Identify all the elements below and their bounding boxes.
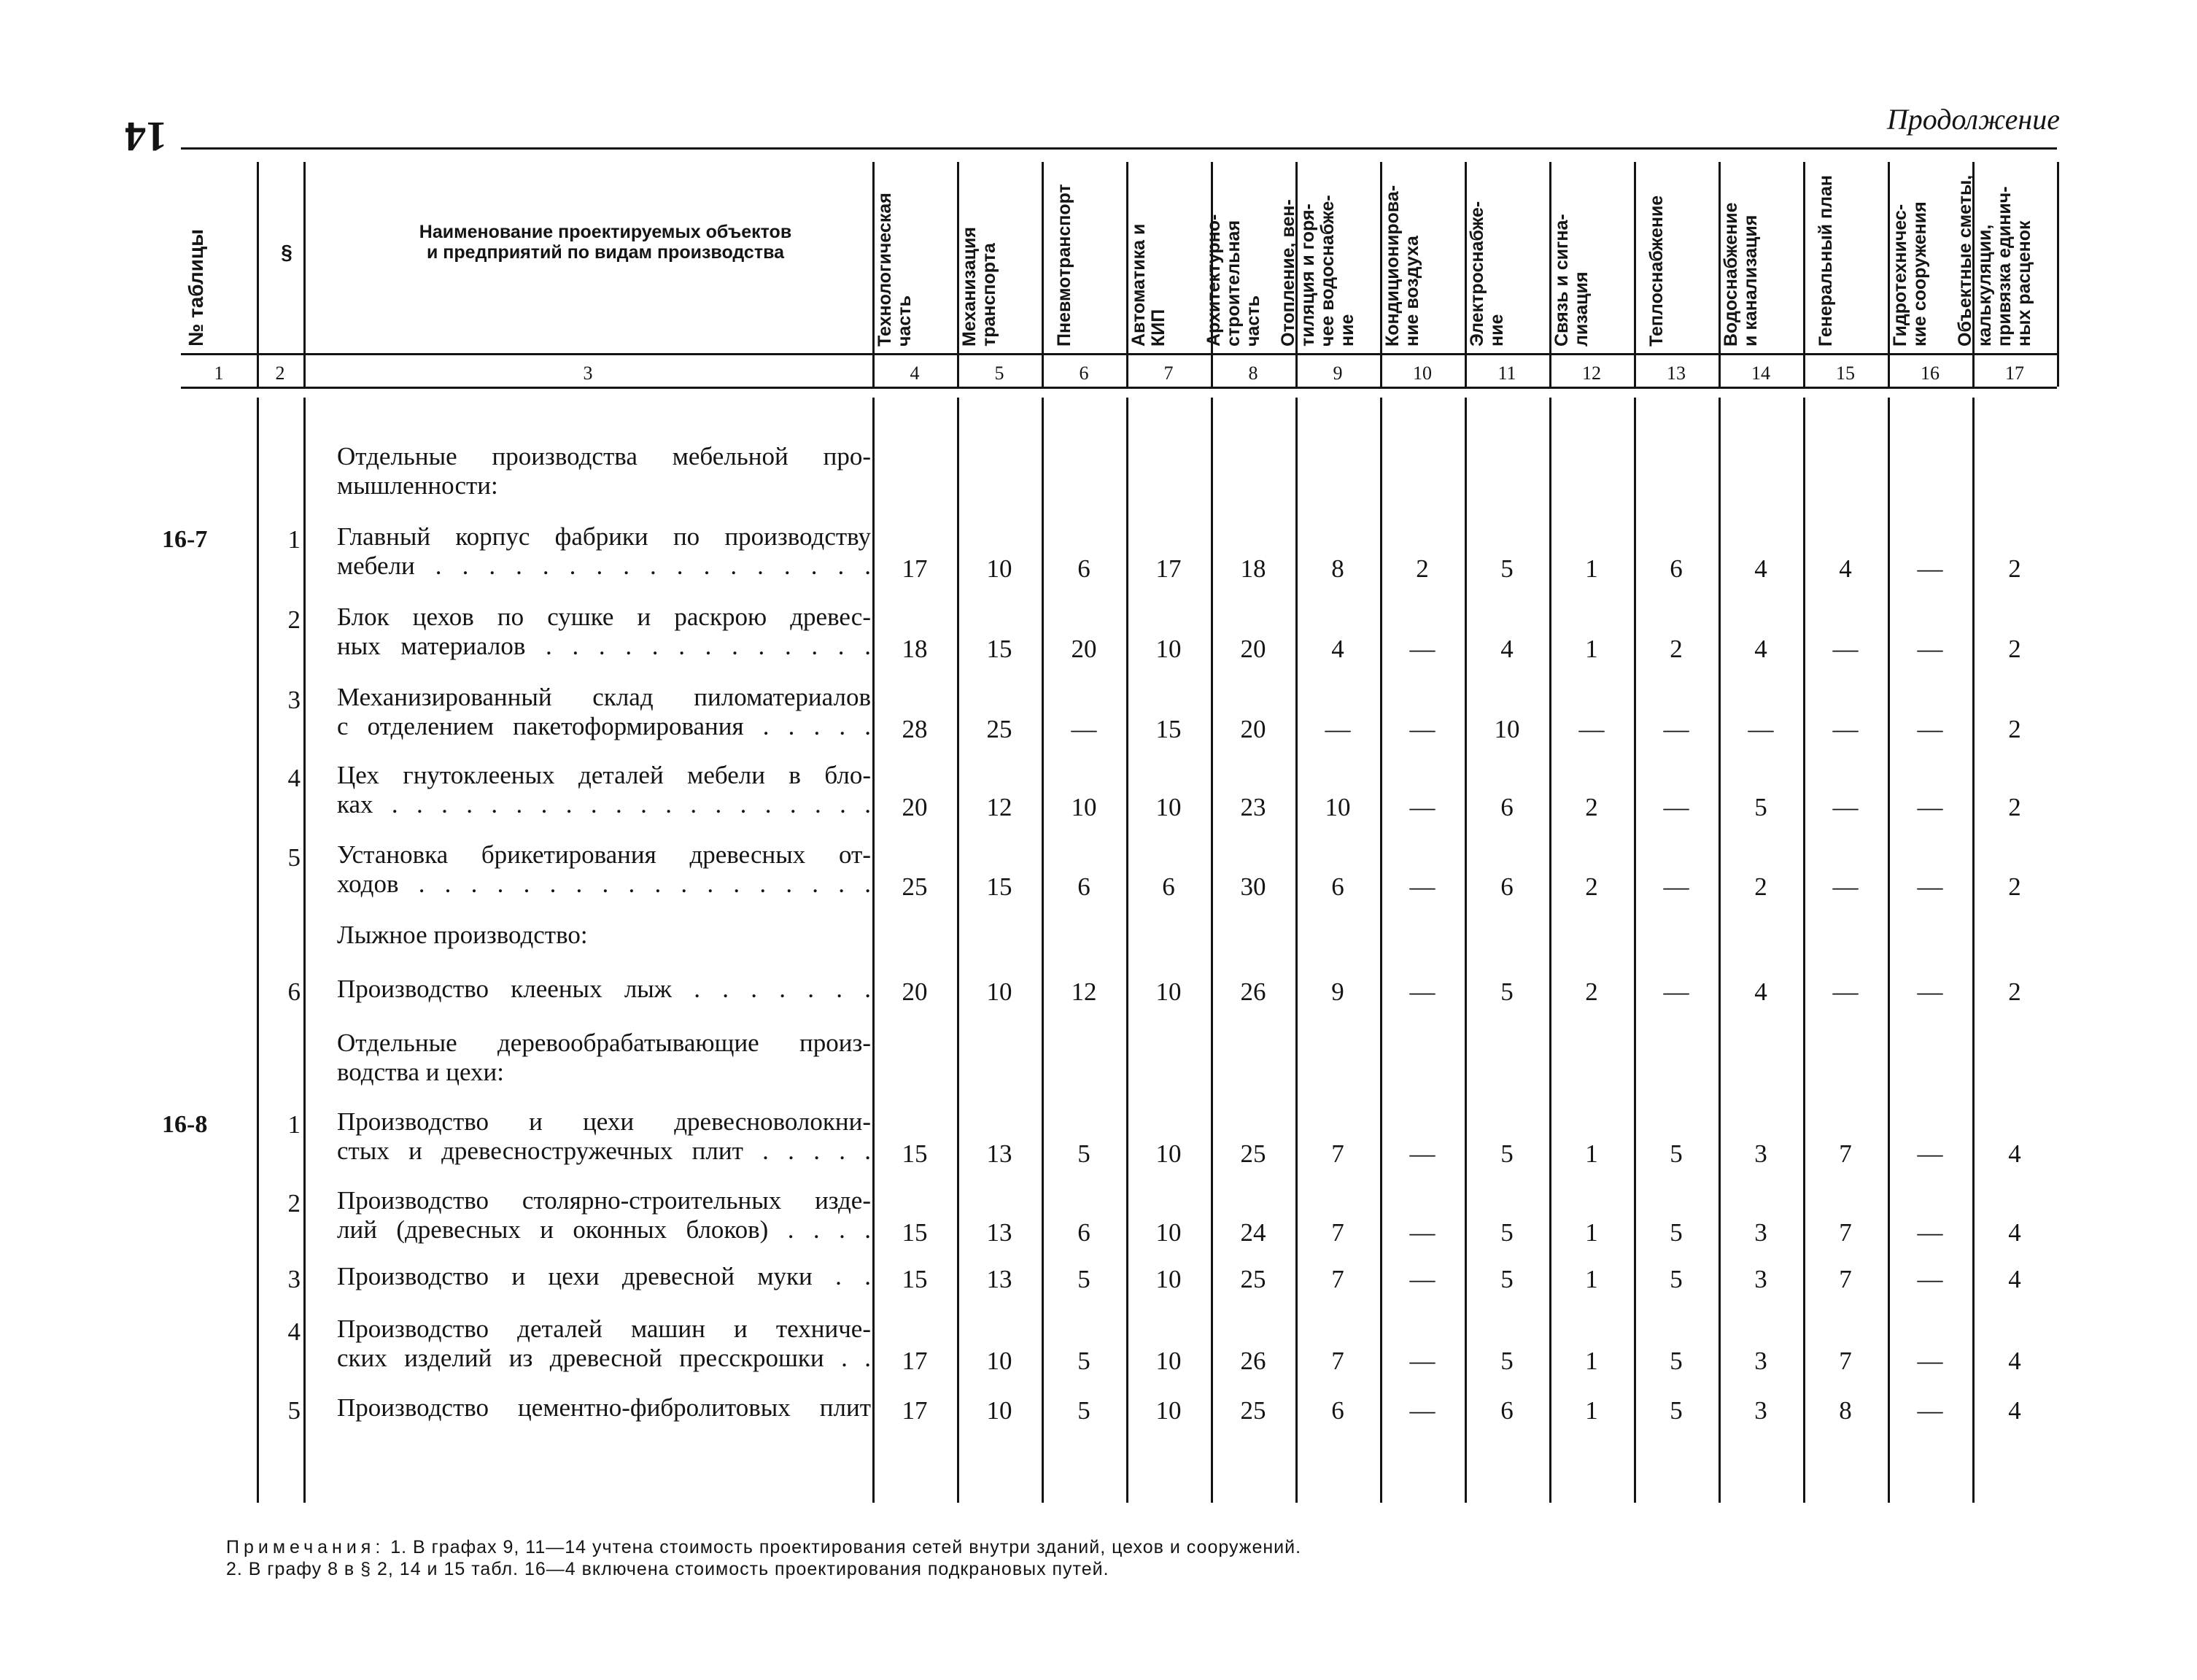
- name-line: Механизированный склад пиломатериалов: [337, 683, 871, 711]
- header-col-title-line: часть: [1242, 295, 1263, 347]
- value-cell: —: [1748, 715, 1774, 743]
- header-bottom-rule: [181, 353, 2057, 355]
- value-cell: 15: [1155, 715, 1182, 743]
- value-cell: 25: [1240, 1265, 1266, 1293]
- value-cell: 20: [1240, 635, 1266, 663]
- header-col-divider: [1803, 162, 1805, 387]
- value-cell: 15: [902, 1139, 928, 1168]
- value-cell: 6: [1500, 1396, 1514, 1425]
- col-number: 8: [1248, 363, 1258, 384]
- value-cell: 17: [1155, 554, 1182, 583]
- continuation-label: Продолжение: [1886, 103, 2060, 136]
- value-cell: 1: [1585, 1396, 1598, 1425]
- value-cell: —: [1832, 978, 1859, 1006]
- name-line: Производство столярно-строительных изде-: [337, 1186, 871, 1215]
- col-number: 9: [1333, 363, 1343, 384]
- group-heading: [337, 1029, 871, 1087]
- item-name: [337, 1315, 871, 1373]
- value-cell: —: [1917, 635, 1943, 663]
- name-line: ных материалов . . . . . . . . . . . . .: [337, 632, 871, 660]
- value-cell: 1: [1585, 554, 1598, 583]
- value-cell: 9: [1331, 978, 1344, 1006]
- name-line: ходов . . . . . . . . . . . . . . . . . .: [337, 870, 871, 898]
- value-cell: 5: [1670, 1396, 1683, 1425]
- name-line: Производство клееных лыж . . . . . . .: [337, 975, 871, 1003]
- value-cell: 3: [1754, 1396, 1767, 1425]
- value-cell: 6: [1500, 872, 1514, 901]
- value-cell: 18: [1240, 554, 1266, 583]
- value-cell: 18: [902, 635, 928, 663]
- value-cell: —: [1917, 793, 1943, 821]
- value-cell: 10: [1155, 1396, 1182, 1425]
- value-cell: 10: [1155, 1347, 1182, 1375]
- value-cell: 4: [1754, 635, 1767, 663]
- name-line: Производство и цехи древесной муки . .: [337, 1262, 871, 1290]
- col-number: 7: [1163, 363, 1174, 384]
- section-number: 4: [287, 1317, 301, 1346]
- header-col-title-line: Гидротехничес-: [1890, 204, 1910, 347]
- value-cell: 24: [1240, 1218, 1266, 1247]
- value-cell: 5: [1077, 1347, 1090, 1375]
- value-cell: 3: [1754, 1139, 1767, 1168]
- header-col-title-line: транспорта: [979, 243, 999, 347]
- value-cell: 15: [902, 1265, 928, 1293]
- header-col-title-line: ных расценок: [2014, 220, 2034, 347]
- value-cell: 17: [902, 1396, 928, 1425]
- item-name: [337, 1107, 871, 1166]
- value-cell: 4: [2008, 1139, 2021, 1168]
- value-cell: 2: [2008, 715, 2021, 743]
- value-cell: —: [1917, 1218, 1943, 1247]
- value-cell: 5: [1754, 793, 1767, 821]
- value-cell: 4: [2008, 1265, 2021, 1293]
- header-col-title-line: Архитектурно-: [1203, 214, 1224, 347]
- name-line: ских изделий из древесной пресскрошки . .: [337, 1344, 871, 1372]
- item-name: [337, 1393, 871, 1422]
- value-cell: —: [1917, 715, 1943, 743]
- value-cell: 10: [1494, 715, 1520, 743]
- value-cell: 10: [1155, 978, 1182, 1006]
- value-cell: —: [1663, 793, 1689, 821]
- value-cell: 17: [902, 1347, 928, 1375]
- value-cell: 1: [1585, 1347, 1598, 1375]
- value-cell: 4: [2008, 1347, 2021, 1375]
- value-cell: 10: [986, 1347, 1012, 1375]
- section-number: 1: [287, 525, 301, 554]
- header-name-line: и предприятий по видам производства: [426, 242, 785, 263]
- value-cell: 5: [1670, 1265, 1683, 1293]
- section-number: 3: [287, 686, 301, 714]
- header-col-divider: [303, 162, 306, 387]
- value-cell: —: [1325, 715, 1351, 743]
- header-section: §: [281, 241, 292, 263]
- header-col-title-line: Генеральный план: [1815, 175, 1836, 347]
- value-cell: 1: [1585, 1139, 1598, 1168]
- header-col-title-line: привязка единич-: [1994, 186, 2015, 347]
- name-line: мебели . . . . . . . . . . . . . . . . .: [337, 551, 871, 580]
- value-cell: 5: [1500, 554, 1514, 583]
- value-cell: —: [1409, 635, 1435, 663]
- value-cell: 13: [986, 1265, 1012, 1293]
- value-cell: 10: [986, 1396, 1012, 1425]
- value-cell: —: [1832, 793, 1859, 821]
- col-number: 5: [994, 363, 1004, 384]
- value-cell: 2: [2008, 978, 2021, 1006]
- header-col-title-line: Теплоснабжение: [1646, 195, 1667, 347]
- header-col-title-line: Технологическая: [875, 193, 895, 347]
- value-cell: —: [1409, 872, 1435, 901]
- group-heading: [337, 921, 871, 950]
- header-col-title-line: Пневмотранспорт: [1053, 184, 1074, 347]
- name-line: с отделением пакетоформирования . . . . .: [337, 712, 871, 740]
- col-number: 11: [1497, 363, 1516, 384]
- header-col-divider: [1634, 162, 1636, 387]
- value-cell: 5: [1500, 1139, 1514, 1168]
- col-number: 6: [1079, 363, 1089, 384]
- value-cell: 8: [1839, 1396, 1852, 1425]
- table-number: 16-7: [162, 526, 208, 553]
- header-col-title-line: чее водоснабже-: [1317, 195, 1338, 347]
- value-cell: 1: [1585, 635, 1598, 663]
- name-line: Главный корпус фабрики по производству: [337, 522, 871, 551]
- value-cell: 28: [902, 715, 928, 743]
- section-number: 5: [287, 1396, 301, 1425]
- note-line-2: 2. В графу 8 в § 2, 14 и 15 табл. 16—4 включена стоимость проектирования подкрановых путей.: [226, 1559, 1109, 1579]
- col-number: 1: [214, 363, 224, 384]
- value-cell: 5: [1077, 1265, 1090, 1293]
- value-cell: 10: [1155, 1139, 1182, 1168]
- header-col-title-line: ние: [1487, 314, 1507, 347]
- section-number: 3: [287, 1265, 301, 1293]
- value-cell: 7: [1839, 1218, 1852, 1247]
- header-col-title-line: калькуляции,: [1975, 224, 1995, 347]
- value-cell: 4: [1754, 554, 1767, 583]
- item-name: [337, 1186, 871, 1244]
- notes: [226, 1536, 1301, 1580]
- name-line: Лыжное производство:: [337, 921, 588, 949]
- value-cell: —: [1409, 1265, 1435, 1293]
- item-name: [337, 975, 871, 1004]
- value-cell: —: [1409, 1139, 1435, 1168]
- value-cell: 4: [1754, 978, 1767, 1006]
- value-cell: 2: [2008, 635, 2021, 663]
- item-name: [337, 603, 871, 661]
- value-cell: —: [1409, 1396, 1435, 1425]
- header-col-title-line: строительная: [1223, 220, 1244, 347]
- header-col-title-line: и канализация: [1740, 214, 1761, 347]
- value-cell: —: [1917, 1265, 1943, 1293]
- value-cell: 1: [1585, 1265, 1598, 1293]
- section-number: 4: [287, 764, 301, 792]
- value-cell: 4: [2008, 1396, 2021, 1425]
- value-cell: 10: [986, 978, 1012, 1006]
- value-cell: 4: [2008, 1218, 2021, 1247]
- header-col-title-line: часть: [894, 295, 915, 347]
- value-cell: —: [1663, 978, 1689, 1006]
- header-col-title-line: Кондиционирова-: [1382, 185, 1403, 347]
- header-col-title-line: ние: [1337, 314, 1357, 347]
- value-cell: 6: [1670, 554, 1683, 583]
- body-col-divider: [303, 398, 306, 1503]
- value-cell: 10: [1155, 1218, 1182, 1247]
- body-col-divider: [257, 398, 259, 1503]
- value-cell: 3: [1754, 1347, 1767, 1375]
- value-cell: —: [1663, 872, 1689, 901]
- value-cell: 7: [1331, 1347, 1344, 1375]
- value-cell: 2: [1670, 635, 1683, 663]
- header-col-title-line: Электроснабже-: [1467, 201, 1487, 347]
- value-cell: 1: [1585, 1218, 1598, 1247]
- value-cell: 6: [1077, 554, 1090, 583]
- value-cell: —: [1832, 715, 1859, 743]
- name-line: Производство цементно-фибролитовых плит: [337, 1393, 871, 1422]
- name-line: Производство деталей машин и техниче-: [337, 1315, 871, 1343]
- name-line: мышленности:: [337, 471, 498, 500]
- col-number: 2: [275, 363, 285, 384]
- value-cell: 7: [1331, 1218, 1344, 1247]
- value-cell: 20: [1240, 715, 1266, 743]
- value-cell: 2: [1585, 793, 1598, 821]
- value-cell: 25: [902, 872, 928, 901]
- value-cell: 6: [1077, 872, 1090, 901]
- value-cell: 3: [1754, 1265, 1767, 1293]
- value-cell: 5: [1077, 1139, 1090, 1168]
- colnum-bottom-rule: [181, 387, 2057, 389]
- value-cell: 25: [1240, 1396, 1266, 1425]
- item-name: [337, 840, 871, 899]
- value-cell: —: [1917, 1347, 1943, 1375]
- value-cell: —: [1409, 793, 1435, 821]
- value-cell: —: [1917, 1396, 1943, 1425]
- header-col-title-line: ние воздуха: [1402, 236, 1422, 347]
- value-cell: 5: [1500, 1218, 1514, 1247]
- name-line: ках . . . . . . . . . . . . . . . . . . . .: [337, 790, 871, 818]
- value-cell: 2: [2008, 872, 2021, 901]
- value-cell: 2: [1416, 554, 1429, 583]
- value-cell: 8: [1331, 554, 1344, 583]
- value-cell: 7: [1839, 1139, 1852, 1168]
- value-cell: 13: [986, 1218, 1012, 1247]
- value-cell: —: [1917, 872, 1943, 901]
- value-cell: 10: [1155, 793, 1182, 821]
- name-line: Цех гнутоклееных деталей мебели в бло-: [337, 761, 871, 789]
- value-cell: 2: [1754, 872, 1767, 901]
- section-number: 2: [287, 1189, 301, 1218]
- notes-title: Примечания:: [226, 1537, 385, 1557]
- value-cell: 5: [1500, 1265, 1514, 1293]
- value-cell: 5: [1500, 1347, 1514, 1375]
- value-cell: 6: [1077, 1218, 1090, 1247]
- value-cell: 20: [902, 978, 928, 1006]
- value-cell: 20: [1071, 635, 1097, 663]
- value-cell: 12: [1071, 978, 1097, 1006]
- value-cell: 2: [2008, 793, 2021, 821]
- header-table-no-label: № таблицы: [185, 229, 207, 347]
- name-line: лий (древесных и оконных блоков) . . . .: [337, 1215, 871, 1244]
- value-cell: 15: [986, 635, 1012, 663]
- value-cell: 26: [1240, 1347, 1266, 1375]
- section-number: 5: [287, 843, 301, 872]
- header-col-title-line: кие сооружения: [1910, 201, 1930, 347]
- value-cell: 15: [986, 872, 1012, 901]
- item-name: [337, 761, 871, 819]
- value-cell: 5: [1670, 1347, 1683, 1375]
- section-number: 6: [287, 978, 301, 1006]
- note-line-1: [226, 1536, 1301, 1558]
- value-cell: 20: [902, 793, 928, 821]
- value-cell: 25: [1240, 1139, 1266, 1168]
- value-cell: 4: [1500, 635, 1514, 663]
- name-line: водства и цехи:: [337, 1058, 505, 1086]
- header-top-rule: [181, 147, 2057, 150]
- value-cell: 6: [1331, 872, 1344, 901]
- table-number: 16-8: [162, 1111, 208, 1138]
- header-col-title-line: Водоснабжение: [1721, 202, 1741, 347]
- value-cell: 2: [2008, 554, 2021, 583]
- value-cell: 10: [1071, 793, 1097, 821]
- value-cell: 15: [902, 1218, 928, 1247]
- value-cell: 10: [1155, 635, 1182, 663]
- col-number: 12: [1582, 363, 1601, 384]
- col-number: 3: [583, 363, 593, 384]
- value-cell: 5: [1077, 1396, 1090, 1425]
- header-col-title-line: Отопление, вен-: [1278, 199, 1298, 347]
- value-cell: —: [1409, 1347, 1435, 1375]
- name-line: Блок цехов по сушке и раскрою древес-: [337, 603, 871, 631]
- header-col-title-line: Объектные сметы,: [1955, 174, 1975, 347]
- header-name: [321, 222, 890, 263]
- name-line: Установка брикетирования древесных от-: [337, 840, 871, 869]
- section-number: 1: [287, 1110, 301, 1139]
- name-line: стых и древесностружечных плит . . . . .: [337, 1137, 871, 1165]
- col-number: 16: [1921, 363, 1940, 384]
- value-cell: 4: [1331, 635, 1344, 663]
- value-cell: 7: [1331, 1265, 1344, 1293]
- header-col-title-line: Механизация: [959, 226, 980, 347]
- value-cell: —: [1663, 715, 1689, 743]
- col-number: 15: [1836, 363, 1855, 384]
- value-cell: 10: [986, 554, 1012, 583]
- value-cell: 10: [1155, 1265, 1182, 1293]
- item-name: [337, 1262, 871, 1291]
- item-name: [337, 683, 871, 741]
- value-cell: 3: [1754, 1218, 1767, 1247]
- value-cell: 6: [1500, 793, 1514, 821]
- group-heading: [337, 442, 871, 500]
- value-cell: —: [1832, 872, 1859, 901]
- value-cell: —: [1917, 978, 1943, 1006]
- value-cell: 13: [986, 1139, 1012, 1168]
- value-cell: 7: [1331, 1139, 1344, 1168]
- value-cell: 12: [986, 793, 1012, 821]
- value-cell: 2: [1585, 872, 1598, 901]
- value-cell: 17: [902, 554, 928, 583]
- value-cell: —: [1071, 715, 1097, 743]
- value-cell: 6: [1331, 1396, 1344, 1425]
- col-number: 4: [910, 363, 920, 384]
- value-cell: 26: [1240, 978, 1266, 1006]
- value-cell: 2: [1585, 978, 1598, 1006]
- page-number: 14: [125, 113, 167, 160]
- value-cell: 30: [1240, 872, 1266, 901]
- value-cell: —: [1917, 554, 1943, 583]
- value-cell: 6: [1162, 872, 1175, 901]
- header-col-divider: [2057, 162, 2059, 387]
- col-number: 14: [1751, 363, 1770, 384]
- value-cell: 25: [986, 715, 1012, 743]
- header-col-title-line: лизация: [1571, 271, 1592, 347]
- value-cell: 7: [1839, 1265, 1852, 1293]
- col-number: 13: [1667, 363, 1686, 384]
- value-cell: 5: [1670, 1139, 1683, 1168]
- col-number: 17: [2005, 363, 2024, 384]
- value-cell: 5: [1670, 1218, 1683, 1247]
- value-cell: —: [1409, 715, 1435, 743]
- header-col-title-line: Связь и сигна-: [1551, 214, 1572, 347]
- header-col-title-line: тиляция и горя-: [1298, 204, 1318, 347]
- col-number: 10: [1413, 363, 1432, 384]
- value-cell: 4: [1839, 554, 1852, 583]
- value-cell: —: [1917, 1139, 1943, 1168]
- value-cell: —: [1578, 715, 1605, 743]
- header-col-divider: [1042, 162, 1044, 387]
- name-line: Отдельные производства мебельной про-: [337, 442, 871, 471]
- value-cell: 10: [1325, 793, 1351, 821]
- name-line: Производство и цехи древесноволокни-: [337, 1107, 871, 1136]
- value-cell: 5: [1500, 978, 1514, 1006]
- item-name: [337, 522, 871, 581]
- value-cell: —: [1832, 635, 1859, 663]
- header-col-title-line: КИП: [1148, 309, 1169, 347]
- value-cell: —: [1409, 1218, 1435, 1247]
- header-col-divider: [257, 162, 259, 387]
- note-1-text: 1. В графах 9, 11—14 учтена стоимость проектирования сетей внутри зданий, цехов и сооружений.: [390, 1537, 1302, 1557]
- name-line: Отдельные деревообрабатывающие произ-: [337, 1029, 871, 1057]
- header-name-line: Наименование проектируемых объектов: [419, 222, 792, 242]
- header-col-title-line: Автоматика и: [1128, 223, 1149, 347]
- value-cell: —: [1409, 978, 1435, 1006]
- section-number: 2: [287, 605, 301, 634]
- value-cell: 23: [1240, 793, 1266, 821]
- value-cell: 7: [1839, 1347, 1852, 1375]
